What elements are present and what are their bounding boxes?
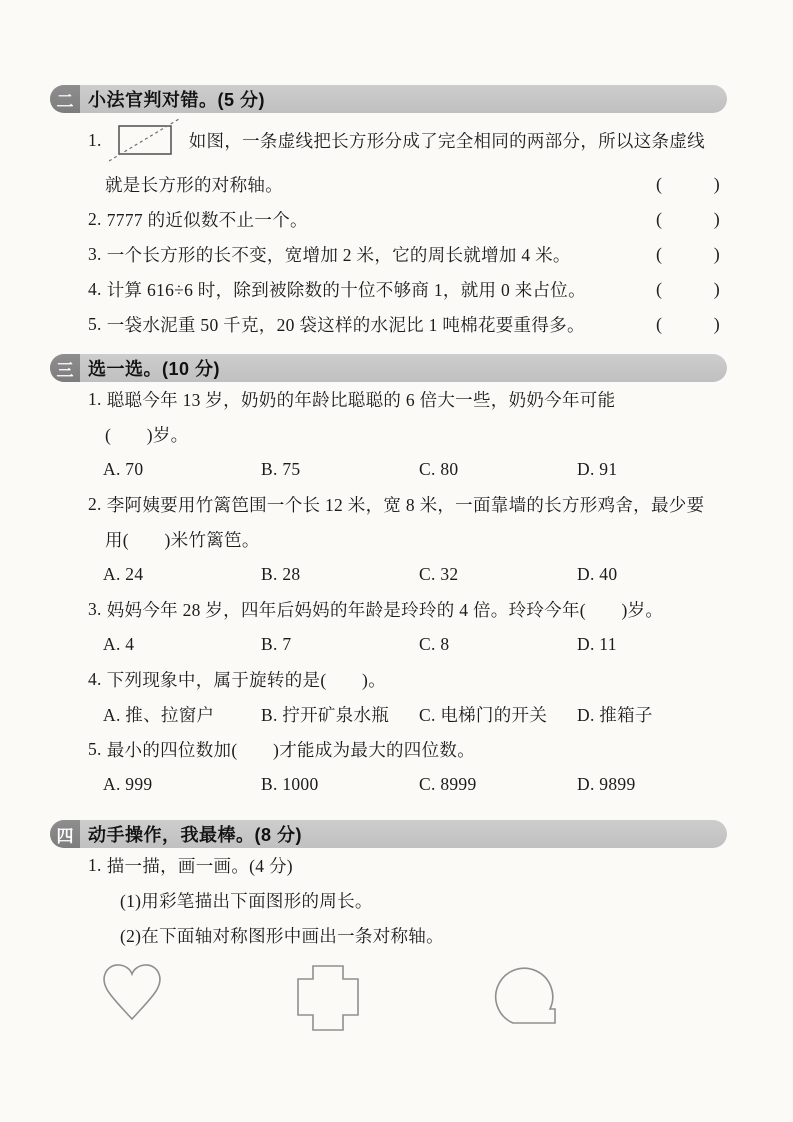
section-title: 动手操作，我最棒。(8 分) <box>88 825 302 845</box>
mc-question-3-line-1 <box>0 592 793 627</box>
mc-question-2-line-2 <box>0 522 793 557</box>
question-text: 一袋水泥重 50 千克，20 袋这样的水泥比 1 吨棉花要重得多。 <box>106 315 585 335</box>
section-title: 小法官判对错。(5 分) <box>88 90 265 110</box>
question-number: 2. <box>88 494 102 514</box>
section-header-hands-on <box>50 820 727 848</box>
choice-d: D. 9899 <box>577 774 636 794</box>
question-text: 李阿姨要用竹篱笆围一个长 12 米，宽 8 米，一面靠墙的长方形鸡舍，最少要 <box>106 495 705 515</box>
close-paren: ) <box>713 209 720 229</box>
close-paren: ) <box>713 314 720 334</box>
section-header-choose <box>50 354 727 382</box>
section-header-judge <box>50 85 727 113</box>
mc-question-5-choices <box>0 767 793 802</box>
question-text: 最小的四位数加( )才能成为最大的四位数。 <box>106 740 475 760</box>
section-title: 选一选。(10 分) <box>88 359 221 379</box>
choice-c: C. 32 <box>419 564 459 584</box>
choice-a: A. 70 <box>103 459 144 479</box>
question-number: 3. <box>88 599 102 619</box>
answer-brackets <box>656 279 720 300</box>
choice-b: B. 28 <box>261 564 301 584</box>
open-paren: ( <box>656 209 663 229</box>
mc-question-4-choices <box>0 697 793 732</box>
hands-on-step-1 <box>0 883 793 918</box>
mc-question-1-line-1 <box>0 382 793 417</box>
mc-question-1-line-2 <box>0 417 793 452</box>
step-text: (2)在下面轴对称图形中画出一条对称轴。 <box>120 926 444 946</box>
question-text: 用( )米竹篱笆。 <box>105 530 260 550</box>
step-text: (1)用彩笔描出下面图形的周长。 <box>120 891 373 911</box>
question-text: 妈妈今年 28 岁，四年后妈妈的年龄是玲玲的 4 倍。玲玲今年( )岁。 <box>106 600 664 620</box>
question-text: ( )岁。 <box>105 425 189 445</box>
question-number: 3. <box>88 244 102 264</box>
question-number: 2. <box>88 209 102 229</box>
open-paren: ( <box>656 244 663 264</box>
answer-brackets <box>656 209 720 230</box>
section-number-badge: 四 <box>50 820 80 848</box>
question-text: 一个长方形的长不变，宽增加 2 米，它的周长就增加 4 米。 <box>106 245 571 265</box>
mc-question-2-choices <box>0 557 793 592</box>
tf-question-3 <box>0 237 793 272</box>
section-number-badge: 三 <box>50 354 80 382</box>
choice-d: D. 91 <box>577 459 618 479</box>
choice-c: C. 80 <box>419 459 459 479</box>
question-text: 计算 616÷6 时，除到被除数的十位不够商 1，就用 0 来占位。 <box>106 280 586 300</box>
mc-question-2-line-1 <box>0 487 793 522</box>
choice-a: A. 24 <box>103 564 144 584</box>
cross-shape-icon <box>297 965 359 1031</box>
question-text: 就是长方形的对称轴。 <box>105 175 283 195</box>
choice-b: B. 7 <box>261 634 292 654</box>
rectangle-diagonal-figure <box>109 117 181 163</box>
drawing-shapes-row <box>0 959 793 1045</box>
hands-on-question-1 <box>0 848 793 883</box>
circle-with-notch-shape-icon <box>492 963 560 1027</box>
mc-question-4-line-1 <box>0 662 793 697</box>
tf-question-2 <box>0 202 793 237</box>
close-paren: ) <box>713 279 720 299</box>
question-number: 1. <box>88 389 102 409</box>
question-text: 聪聪今年 13 岁，奶奶的年龄比聪聪的 6 倍大一些，奶奶今年可能 <box>106 390 616 410</box>
answer-brackets <box>656 244 720 265</box>
choice-a: A. 推、拉窗户 <box>103 705 215 725</box>
close-paren: ) <box>713 244 720 264</box>
open-paren: ( <box>656 279 663 299</box>
tf-question-1-line-1 <box>0 113 793 167</box>
mc-question-3-choices <box>0 627 793 662</box>
question-number: 1. <box>88 129 102 150</box>
section-number-badge: 二 <box>50 85 80 113</box>
choice-a: A. 4 <box>103 634 135 654</box>
question-text: 描一描，画一画。(4 分) <box>106 856 293 876</box>
question-number: 4. <box>88 669 102 689</box>
choice-d: D. 11 <box>577 634 617 654</box>
choice-c: C. 8999 <box>419 774 477 794</box>
question-number: 1. <box>88 855 102 875</box>
choice-b: B. 75 <box>261 459 301 479</box>
tf-question-5 <box>0 307 793 342</box>
choice-d: D. 40 <box>577 564 618 584</box>
tf-question-1-line-2 <box>0 167 793 202</box>
tf-question-4 <box>0 272 793 307</box>
close-paren: ) <box>713 174 720 194</box>
mc-question-5-line-1 <box>0 732 793 767</box>
open-paren: ( <box>656 314 663 334</box>
choice-b: B. 1000 <box>261 774 319 794</box>
question-text: 7777 的近似数不止一个。 <box>106 210 308 230</box>
question-text: 下列现象中，属于旋转的是( )。 <box>106 670 386 690</box>
choice-d: D. 推箱子 <box>577 705 653 725</box>
answer-brackets <box>656 314 720 335</box>
hands-on-step-2 <box>0 918 793 953</box>
mc-question-1-choices <box>0 452 793 487</box>
choice-c: C. 8 <box>419 634 450 654</box>
heart-shape-icon <box>100 959 164 1027</box>
question-number: 5. <box>88 739 102 759</box>
question-text: 如图，一条虚线把长方形分成了完全相同的两部分，所以这条虚线 <box>188 130 705 151</box>
question-number: 5. <box>88 314 102 334</box>
open-paren: ( <box>656 174 663 194</box>
answer-brackets <box>656 174 720 195</box>
choice-a: A. 999 <box>103 774 153 794</box>
choice-b: B. 拧开矿泉水瓶 <box>261 705 390 725</box>
question-number: 4. <box>88 279 102 299</box>
choice-c: C. 电梯门的开关 <box>419 705 548 725</box>
